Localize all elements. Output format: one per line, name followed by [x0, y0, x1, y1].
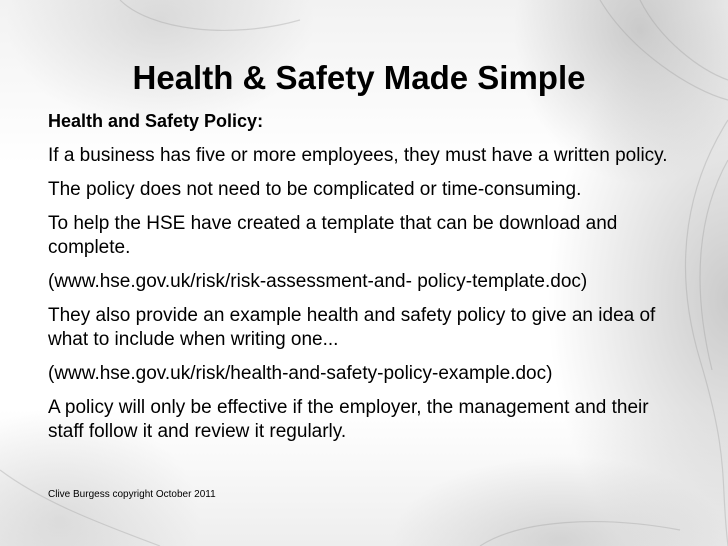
slide-body — [48, 110, 688, 454]
paragraph-template: To help the HSE have created a template that can be download and complete. — [48, 213, 618, 258]
paragraph-not-complicated: The policy does not need to be complicated or time-consuming. — [48, 179, 582, 200]
slide-title: Health & Safety Made Simple — [132, 59, 586, 96]
template-url: (www.hse.gov.uk/risk/risk-assessment-and- policy-template.doc) — [48, 271, 588, 292]
copyright-footer: Clive Burgess copyright October 2011 — [48, 489, 216, 500]
paragraph-example-policy: They also provide an example health and safety policy to give an idea of what to include when writing one... — [48, 305, 656, 350]
example-url: (www.hse.gov.uk/risk/health-and-safety-policy-example.doc) — [48, 363, 553, 384]
paragraph-effective: A policy will only be effective if the employer, the management and their staff follow it and review it regularly. — [48, 397, 649, 442]
section-heading: Health and Safety Policy: — [48, 111, 264, 131]
paragraph-employees: If a business has five or more employees, they must have a written policy. — [48, 145, 668, 166]
